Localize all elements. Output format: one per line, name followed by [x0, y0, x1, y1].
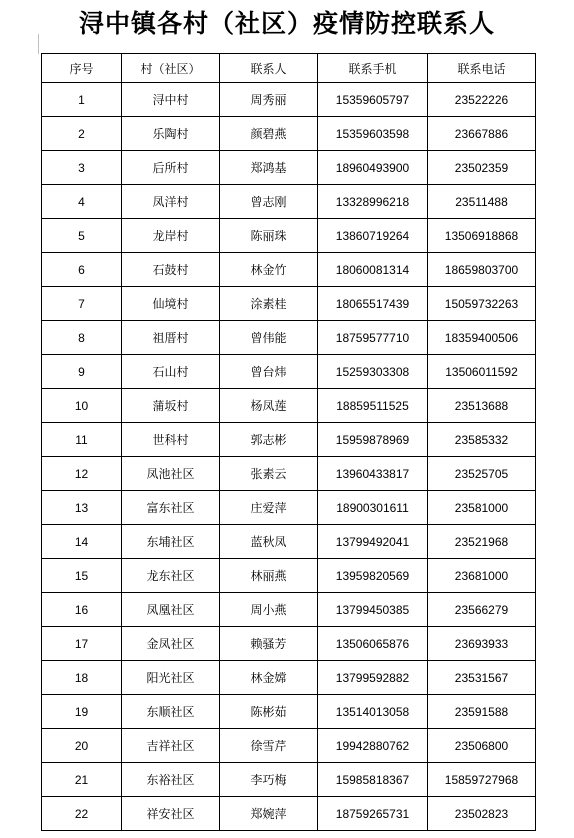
- cell-village: 仙境村: [122, 287, 220, 321]
- cell-contact: 赖骚芳: [220, 627, 318, 661]
- cell-contact: 庄爱萍: [220, 491, 318, 525]
- table-row: [42, 83, 536, 117]
- cell-phone: 15059732263: [428, 287, 536, 321]
- header-contact: 联系人: [220, 54, 318, 83]
- cell-village: 东埔社区: [122, 525, 220, 559]
- cell-village: 后所村: [122, 151, 220, 185]
- cell-mobile: 15359605797: [318, 83, 428, 117]
- table-row: [42, 695, 536, 729]
- table-row: [42, 117, 536, 151]
- cell-village: 金凤社区: [122, 627, 220, 661]
- cell-index: 9: [42, 355, 122, 389]
- cell-village: 龙岸村: [122, 219, 220, 253]
- table-row: [42, 797, 536, 831]
- cell-contact: 郑婉萍: [220, 797, 318, 831]
- table-row: [42, 185, 536, 219]
- cell-mobile: 15359603598: [318, 117, 428, 151]
- cell-phone: 23531567: [428, 661, 536, 695]
- cell-village: 富东社区: [122, 491, 220, 525]
- cell-village: 祥安社区: [122, 797, 220, 831]
- cell-contact: 颜碧燕: [220, 117, 318, 151]
- cell-contact: 曾志刚: [220, 185, 318, 219]
- cell-village: 世科村: [122, 423, 220, 457]
- cell-village: 东顺社区: [122, 695, 220, 729]
- cell-phone: 18359400506: [428, 321, 536, 355]
- cell-phone: 23681000: [428, 559, 536, 593]
- page-title: 浔中镇各村（社区）疫情防控联系人: [78, 9, 495, 38]
- table-row: [42, 321, 536, 355]
- cell-contact: 林丽燕: [220, 559, 318, 593]
- cell-village: 东裕社区: [122, 763, 220, 797]
- cell-phone: 23591588: [428, 695, 536, 729]
- table-row: [42, 593, 536, 627]
- cell-village: 凤凰社区: [122, 593, 220, 627]
- cell-index: 19: [42, 695, 122, 729]
- cell-mobile: 18900301611: [318, 491, 428, 525]
- cell-phone: 18659803700: [428, 253, 536, 287]
- cell-index: 21: [42, 763, 122, 797]
- cell-phone: 23581000: [428, 491, 536, 525]
- cell-index: 4: [42, 185, 122, 219]
- header-phone: 联系电话: [428, 54, 536, 83]
- cell-mobile: 15259303308: [318, 355, 428, 389]
- cell-village: 祖厝村: [122, 321, 220, 355]
- table-row: [42, 559, 536, 593]
- cell-mobile: 15959878969: [318, 423, 428, 457]
- cell-index: 16: [42, 593, 122, 627]
- cell-village: 龙东社区: [122, 559, 220, 593]
- cell-village: 石鼓村: [122, 253, 220, 287]
- cell-index: 6: [42, 253, 122, 287]
- header-index: 序号: [42, 54, 122, 83]
- cell-contact: 郭志彬: [220, 423, 318, 457]
- cell-index: 5: [42, 219, 122, 253]
- cell-mobile: 18859511525: [318, 389, 428, 423]
- table-header-row: [42, 54, 536, 83]
- cell-contact: 曾台炜: [220, 355, 318, 389]
- cell-mobile: 13799592882: [318, 661, 428, 695]
- table-row: [42, 389, 536, 423]
- cell-phone: 23511488: [428, 185, 536, 219]
- table-body: [42, 83, 536, 831]
- cell-index: 3: [42, 151, 122, 185]
- cell-phone: 23502359: [428, 151, 536, 185]
- cell-index: 20: [42, 729, 122, 763]
- table-row: [42, 627, 536, 661]
- table-row: [42, 253, 536, 287]
- contact-table: [41, 53, 536, 831]
- cell-mobile: 13799450385: [318, 593, 428, 627]
- cell-phone: 15859727968: [428, 763, 536, 797]
- cell-village: 蒲坂村: [122, 389, 220, 423]
- cell-mobile: 13959820569: [318, 559, 428, 593]
- cell-contact: 徐雪芹: [220, 729, 318, 763]
- cell-village: 吉祥社区: [122, 729, 220, 763]
- header-village: 村（社区）: [122, 54, 220, 83]
- cell-index: 11: [42, 423, 122, 457]
- cell-phone: 13506918868: [428, 219, 536, 253]
- cell-contact: 曾伟能: [220, 321, 318, 355]
- cell-mobile: 13799492041: [318, 525, 428, 559]
- cell-contact: 李巧梅: [220, 763, 318, 797]
- cell-index: 1: [42, 83, 122, 117]
- cell-village: 石山村: [122, 355, 220, 389]
- cell-village: 凤池社区: [122, 457, 220, 491]
- table-row: [42, 355, 536, 389]
- cell-contact: 周小燕: [220, 593, 318, 627]
- table-row: [42, 423, 536, 457]
- table-row: [42, 457, 536, 491]
- cell-village: 阳光社区: [122, 661, 220, 695]
- cell-phone: 23585332: [428, 423, 536, 457]
- cell-contact: 张素云: [220, 457, 318, 491]
- cell-village: 浔中村: [122, 83, 220, 117]
- cell-mobile: 13960433817: [318, 457, 428, 491]
- cell-index: 12: [42, 457, 122, 491]
- cell-phone: 23513688: [428, 389, 536, 423]
- cell-contact: 周秀丽: [220, 83, 318, 117]
- cell-phone: 23522226: [428, 83, 536, 117]
- cell-contact: 涂素桂: [220, 287, 318, 321]
- cell-mobile: 18960493900: [318, 151, 428, 185]
- cell-contact: 陈彬茹: [220, 695, 318, 729]
- table-row: [42, 763, 536, 797]
- cell-phone: 23693933: [428, 627, 536, 661]
- edge-divider: [38, 34, 39, 54]
- cell-phone: 23506800: [428, 729, 536, 763]
- table-row: [42, 525, 536, 559]
- cell-contact: 林金竹: [220, 253, 318, 287]
- cell-index: 18: [42, 661, 122, 695]
- cell-contact: 陈丽珠: [220, 219, 318, 253]
- header-mobile: 联系手机: [318, 54, 428, 83]
- cell-phone: 23667886: [428, 117, 536, 151]
- cell-phone: 23502823: [428, 797, 536, 831]
- cell-mobile: 15985818367: [318, 763, 428, 797]
- cell-phone: 23566279: [428, 593, 536, 627]
- table-row: [42, 491, 536, 525]
- cell-mobile: 19942880762: [318, 729, 428, 763]
- cell-mobile: 13514013058: [318, 695, 428, 729]
- cell-phone: 23525705: [428, 457, 536, 491]
- cell-village: 乐陶村: [122, 117, 220, 151]
- cell-mobile: 18759265731: [318, 797, 428, 831]
- cell-mobile: 18065517439: [318, 287, 428, 321]
- cell-mobile: 18060081314: [318, 253, 428, 287]
- table-row: [42, 219, 536, 253]
- table-row: [42, 661, 536, 695]
- table-row: [42, 287, 536, 321]
- cell-contact: 杨凤莲: [220, 389, 318, 423]
- cell-phone: 23521968: [428, 525, 536, 559]
- cell-mobile: 18759577710: [318, 321, 428, 355]
- cell-index: 8: [42, 321, 122, 355]
- cell-index: 17: [42, 627, 122, 661]
- cell-mobile: 13328996218: [318, 185, 428, 219]
- cell-index: 15: [42, 559, 122, 593]
- cell-index: 14: [42, 525, 122, 559]
- cell-contact: 郑鸿基: [220, 151, 318, 185]
- cell-index: 13: [42, 491, 122, 525]
- cell-index: 22: [42, 797, 122, 831]
- cell-index: 7: [42, 287, 122, 321]
- table-row: [42, 729, 536, 763]
- cell-contact: 林金嫦: [220, 661, 318, 695]
- cell-index: 2: [42, 117, 122, 151]
- cell-mobile: 13860719264: [318, 219, 428, 253]
- cell-contact: 蓝秋凤: [220, 525, 318, 559]
- cell-village: 凤洋村: [122, 185, 220, 219]
- cell-phone: 13506011592: [428, 355, 536, 389]
- cell-mobile: 13506065876: [318, 627, 428, 661]
- table-row: [42, 151, 536, 185]
- cell-index: 10: [42, 389, 122, 423]
